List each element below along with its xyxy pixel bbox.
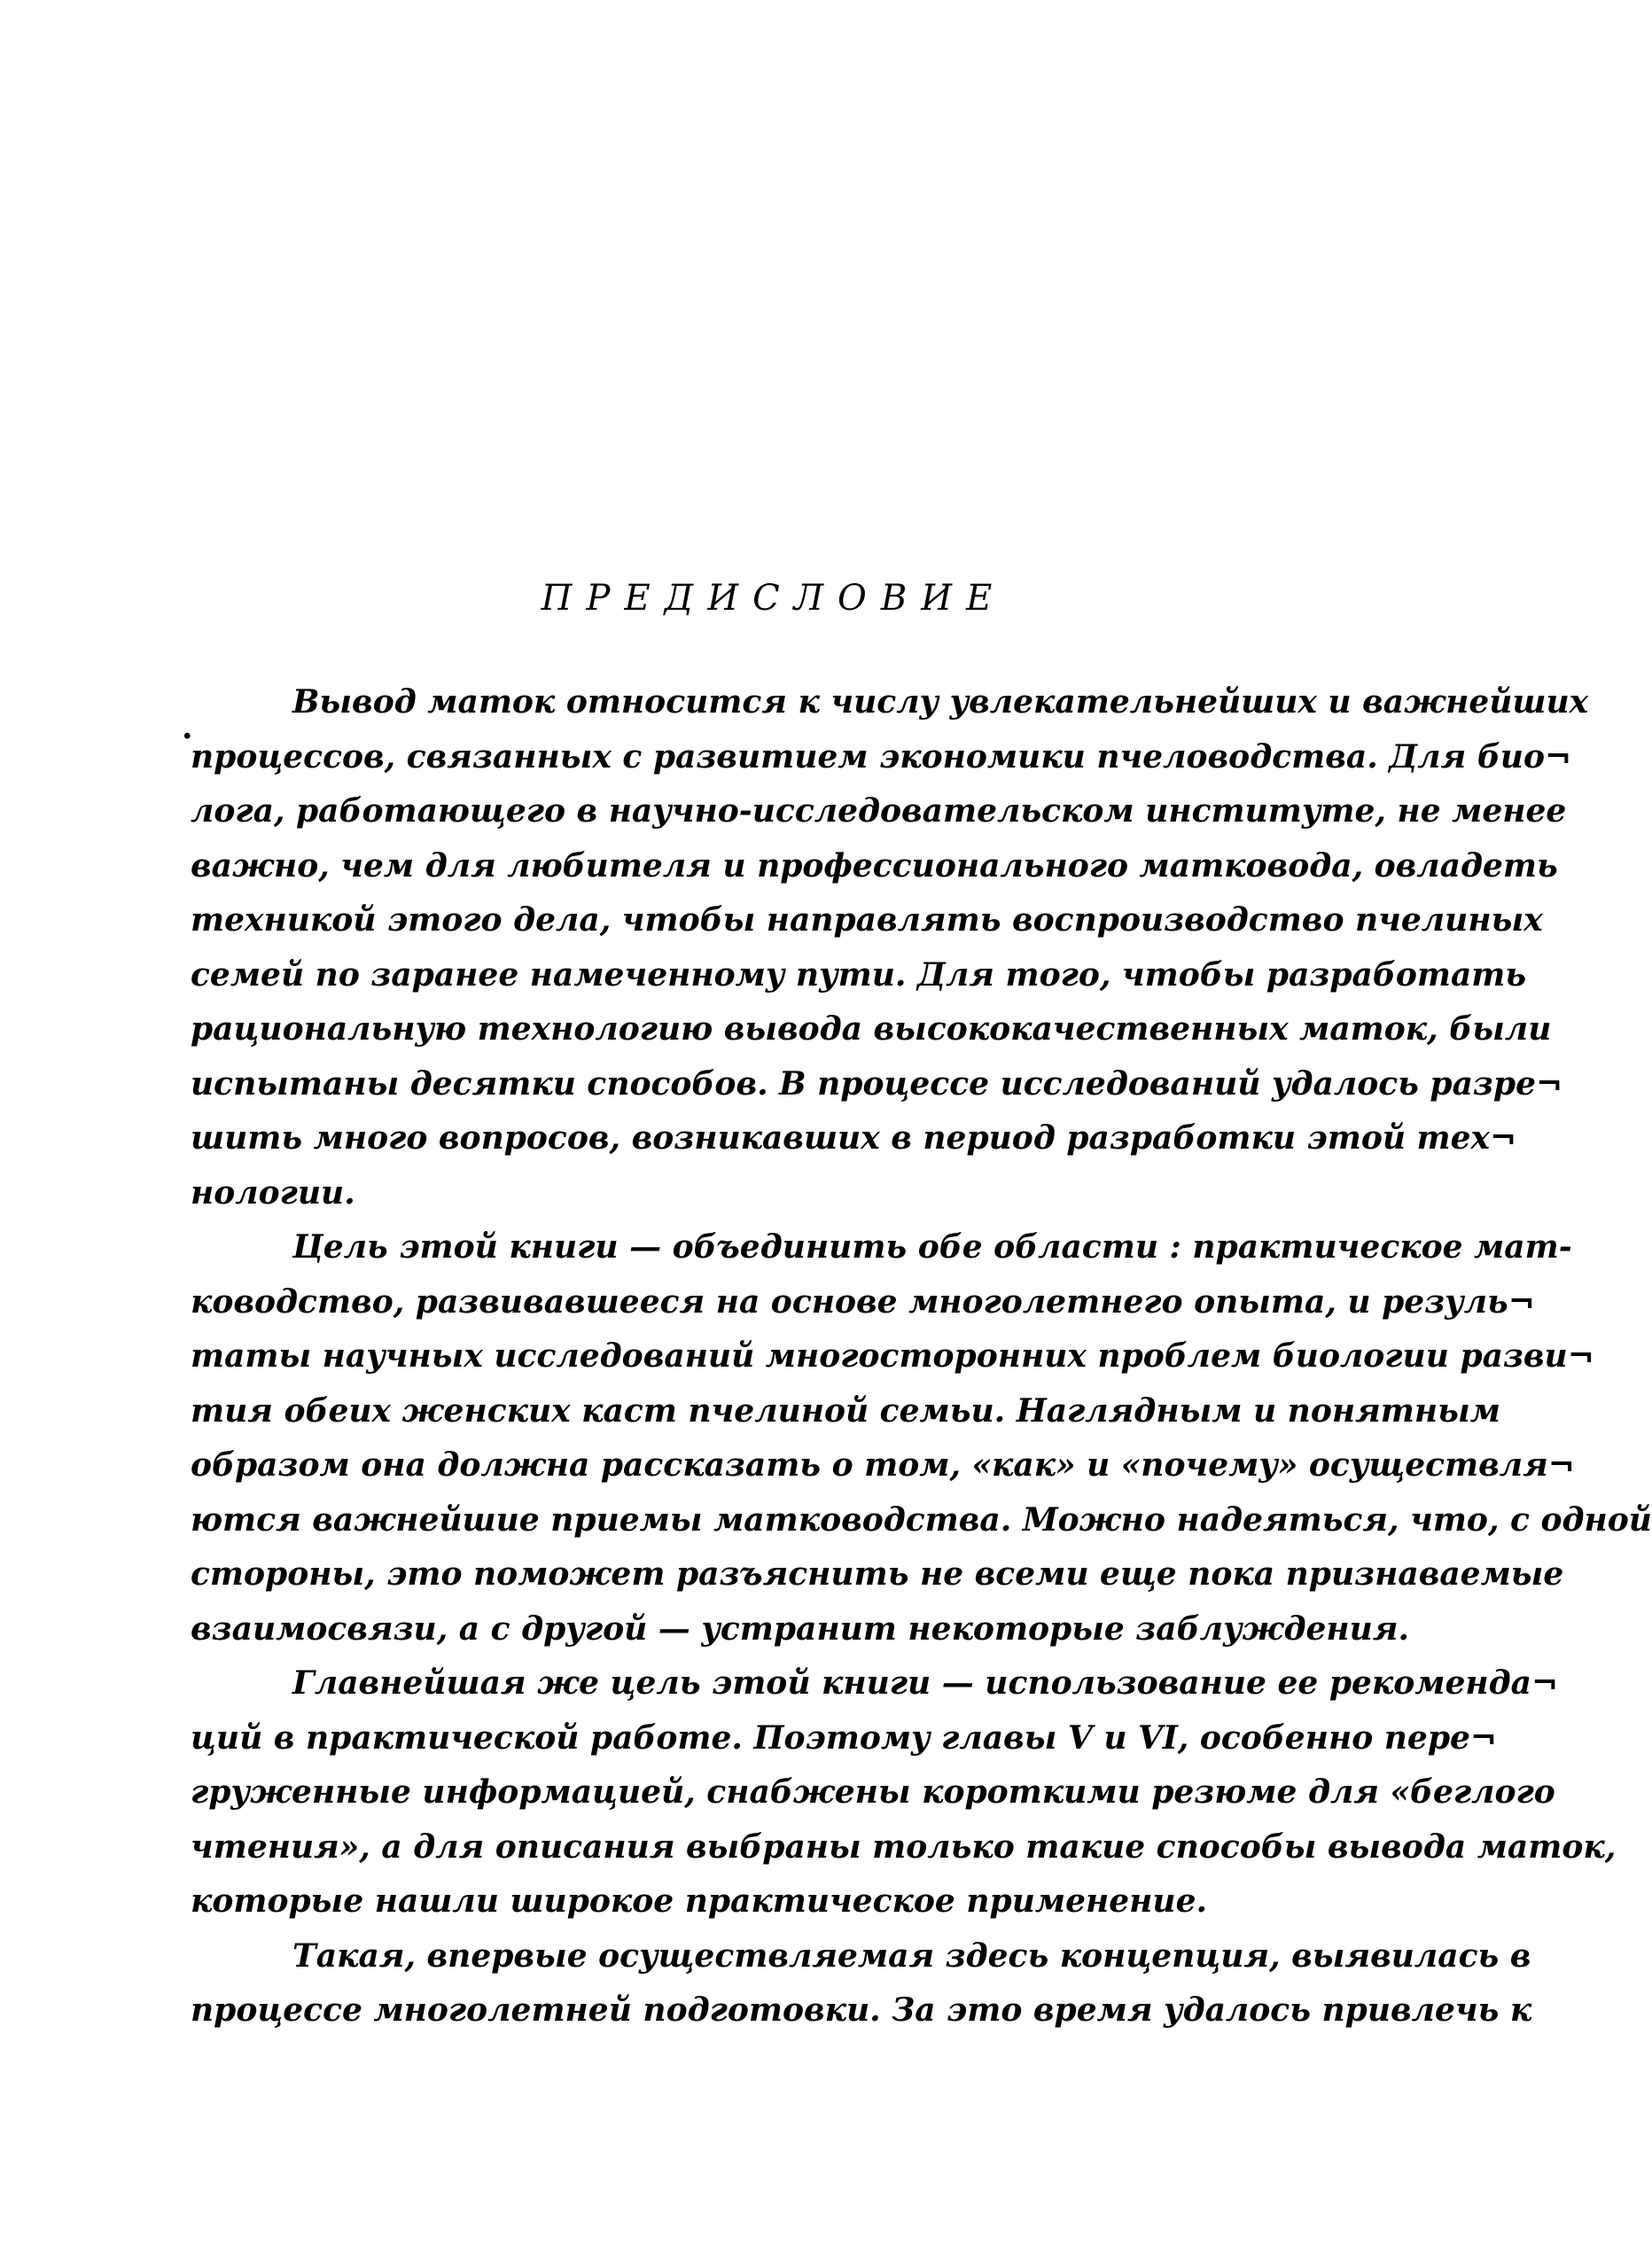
text-line: семей по заранее намеченному пути. Для того, чтобы разработать [191, 955, 1527, 994]
text-line: шить много вопросов, возникавших в период разработки этой тех¬ [191, 1119, 1517, 1157]
text-line: груженные информацией, снабжены короткими резюме для «беглого [191, 1773, 1555, 1811]
margin-dot: . [182, 709, 193, 746]
text-line: испытаны десятки способов. В процессе исследований удалось разре¬ [191, 1064, 1563, 1103]
text-line: рациональную технологию вывода высококачественных маток, были [191, 1010, 1552, 1048]
text-line: чтения», а для описания выбраны только такие способы вывода маток, [191, 1827, 1617, 1866]
text-line: нологии. [191, 1173, 355, 1212]
preface-text [191, 675, 1652, 2038]
text-line: техникой этого дела, чтобы направлять воспроизводство пчелиных [191, 901, 1543, 939]
text-line: тия обеих женских каст пчелиной семьи. Наглядным и понятным [191, 1391, 1500, 1430]
text-line: ководство, развивавшееся на основе многолетнего опыта, и резуль¬ [191, 1282, 1535, 1321]
text-line: которые нашли широкое практическое применение. [191, 1882, 1208, 1920]
text-line: Цель этой книги — объединить обе области : практическое мат- [292, 1228, 1572, 1266]
text-line: таты научных исследований многосторонних проблем биологии разви¬ [191, 1337, 1594, 1375]
text-line: ций в практической работе. Поэтому главы V и VI, особенно пере¬ [191, 1718, 1498, 1757]
text-line: взаимосвязи, а с другой — устранит некоторые заблуждения. [191, 1609, 1410, 1648]
text-line: стороны, это поможет разъяснить не всеми еще пока признаваемые [191, 1555, 1564, 1593]
text-line: лога, работающего в научно-исследовательском институте, не менее [191, 792, 1567, 830]
text-line: важно, чем для любителя и профессионального матковода, овладеть [191, 846, 1558, 885]
text-line: образом она должна рассказать о том, «как» и «почему» осуществля¬ [191, 1446, 1575, 1484]
text-line: процессов, связанных с развитием экономики пчеловодства. Для био¬ [191, 737, 1572, 775]
page-title: ПРЕДИСЛОВИЕ [541, 578, 1007, 619]
text-line: Такая, впервые осуществляемая здесь концепция, выявилась в [292, 1937, 1531, 1975]
text-line: Главнейшая же цель этой книги — использование ее рекоменда¬ [292, 1664, 1559, 1702]
text-line: Вывод маток относится к числу увлекательнейших и важнейших [292, 683, 1589, 721]
text-line: ются важнейшие приемы матководства. Можно надеяться, что, с одной [191, 1500, 1652, 1539]
text-line: процессе многолетней подготовки. За это время удалось привлечь к [191, 1991, 1532, 2029]
